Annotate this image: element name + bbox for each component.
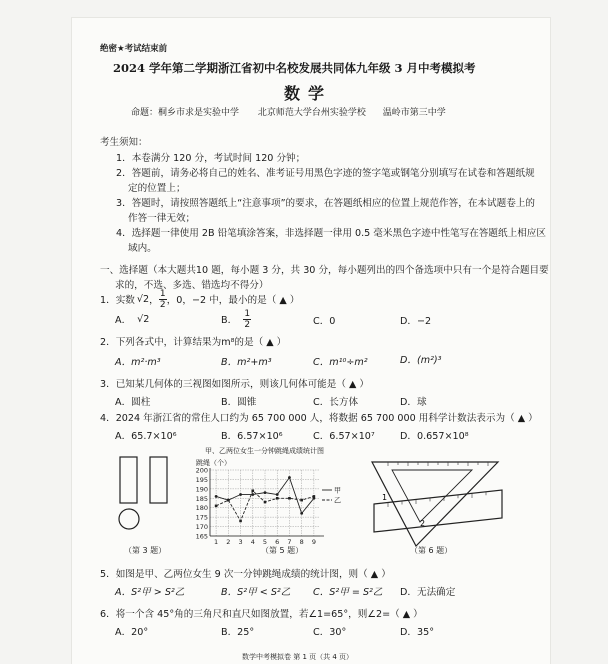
notice-item-1: 1．本卷满分 120 分，考试时间 120 分钟；: [116, 153, 306, 164]
q4-option-d: D．0.657×10⁸: [400, 431, 469, 442]
chart-point-yi: [264, 501, 267, 504]
chart-point-jia: [264, 491, 267, 494]
chart-ylabel: 跳绳（个）: [196, 459, 231, 467]
fig3-side-view: [150, 457, 167, 503]
q6-option-d: D．35°: [400, 627, 434, 638]
q1-option-d: D．−2: [400, 316, 432, 327]
q2-option-c: C．m¹⁰÷m²: [313, 357, 368, 368]
chart-point-yi: [227, 499, 230, 502]
chart-ytick-label: 175: [195, 513, 208, 522]
q1-option-a: [115, 307, 149, 331]
q1-b-label: B．: [221, 315, 238, 326]
authors-label: 命题：: [131, 108, 159, 118]
q1-prefix: 1．实数: [100, 295, 135, 306]
chart-point-yi: [251, 489, 254, 492]
fig6-ruler-triangle: [368, 458, 504, 548]
chart-point-jia: [251, 493, 254, 496]
q2-option-d: D．(m²)³: [400, 355, 442, 366]
section1-line2: 求的，不选、多选、错选均不得分）: [115, 280, 269, 291]
q3-option-d: D．球: [400, 397, 427, 408]
q1-rest: ，0，−2 中，最小的是（ ▲ ）: [166, 295, 300, 306]
chart-legend-label: 乙: [334, 496, 341, 505]
notice-item-2b: 定的位置上；: [128, 183, 186, 194]
chart-xtick-label: 2: [226, 538, 231, 546]
q3-option-b: B．圆锥: [221, 397, 257, 408]
chart-title: 甲、乙两位女生一分钟跳绳成绩统计图: [205, 447, 324, 455]
chart-point-yi: [215, 505, 218, 508]
q2-stem: 2．下列各式中，计算结果为m⁸的是（ ▲ ）: [100, 337, 287, 348]
chart-xtick-label: 7: [287, 538, 292, 546]
chart-ytick-label: 185: [195, 494, 208, 503]
chart-point-yi: [300, 499, 303, 502]
q1-b-fraction: [243, 309, 251, 330]
q5-option-a: A．S²甲 > S²乙: [115, 587, 185, 598]
chart-xtick-label: 8: [299, 538, 304, 546]
fig6-angle-2-label: 2: [420, 519, 426, 528]
secret-mark: 绝密★考试结束前: [100, 44, 168, 54]
chart-point-yi: [288, 497, 291, 500]
fig5-line-chart: [190, 466, 350, 548]
q6-stem: 6．将一个含 45°角的三角尺和直尺如图放置，若∠1=65°，则∠2=（ ▲ ）: [100, 609, 423, 620]
notice-heading: 考生须知：: [100, 137, 148, 148]
author-2: 北京师范大学台州实验学校: [257, 108, 366, 118]
q6-option-b: B．25°: [221, 627, 255, 638]
q3-option-a: A．圆柱: [115, 397, 151, 408]
chart-ytick-label: 165: [195, 532, 208, 541]
fig6-triangle-outer: [372, 462, 498, 546]
q4-option-b: B．6.57×10⁶: [221, 431, 283, 442]
notice-item-4: 4．选择题一律使用 2B 铅笔填涂答案，非选择题一律用 0.5 毫米黑色字迹中性笔写在答题纸上相应区: [116, 228, 546, 239]
q4-option-a: A．65.7×10⁶: [115, 431, 177, 442]
chart-point-yi: [239, 520, 242, 523]
chart-ytick-label: 195: [195, 475, 208, 484]
q5-option-b: B．S²甲 < S²乙: [221, 587, 291, 598]
chart-xtick-label: 6: [275, 538, 280, 546]
chart-xtick-label: 9: [311, 538, 316, 546]
q1-option-c: C．0: [313, 316, 336, 327]
q1-a-value: √2: [137, 313, 150, 325]
fig5-caption: （第 5 题）: [261, 546, 304, 555]
author-3: 温岭市第三中学: [382, 108, 446, 118]
fig3-front-view: [120, 457, 137, 503]
q6-option-c: C．30°: [313, 627, 347, 638]
q5-option-d: D．无法确定: [400, 587, 456, 598]
chart-xtick-label: 1: [214, 538, 219, 546]
chart-xtick-label: 4: [250, 538, 255, 546]
q3-stem: 3．已知某几何体的三视图如图所示，则该几何体可能是（ ▲ ）: [100, 379, 370, 390]
q3-option-c: C．长方体: [313, 397, 359, 408]
q1-option-b: [221, 307, 251, 331]
q1-frac-den: 2: [159, 299, 166, 310]
fig6-caption: （第 6 题）: [410, 546, 453, 555]
chart-point-jia: [276, 493, 279, 496]
q1-fraction: [159, 289, 167, 310]
author-1: 桐乡市求是实验中学: [158, 108, 240, 118]
exam-title: 2024 学年第二学期浙江省初中名校发展共同体九年级 3 月中考模拟考: [113, 61, 476, 75]
notice-item-2: 2．答题前，请务必将自己的姓名、准考证号用黑色字迹的签字笔或钢笔分别填写在试卷和答题纸规: [116, 168, 535, 179]
notice-item-3: 3．答题时，请按照答题纸上“注意事项”的要求，在答题纸相应的位置上规范作答，在本试题卷上的: [116, 198, 535, 209]
subject-title: 数学: [284, 84, 333, 103]
chart-xtick-label: 5: [262, 538, 268, 546]
fig3-top-view: [119, 509, 139, 529]
page-footer: 数学中考模拟卷 第 1 页（共 4 页）: [242, 653, 354, 661]
section1-line1: 一、选择题（本大题共10 题，每小题 3 分，共 30 分，每小题列出的四个备选项中只有一个是符合题目要: [100, 265, 549, 276]
fig6-angle-1-label: 1: [382, 493, 388, 502]
q5-stem: 5．如图是甲、乙两位女生 9 次一分钟跳绳成绩的统计图，则（ ▲ ）: [100, 569, 391, 580]
q1-a-label: A．: [115, 315, 132, 326]
chart-point-yi: [276, 497, 279, 500]
chart-ytick-label: 180: [195, 504, 208, 513]
notice-item-3b: 作答一律无效；: [128, 213, 196, 224]
q1-sep: ，: [149, 295, 159, 306]
chart-point-jia: [239, 493, 242, 496]
q5-option-c: C．S²甲 = S²乙: [313, 587, 383, 598]
q6-option-a: A．20°: [115, 627, 149, 638]
chart-ytick-label: 200: [195, 466, 208, 475]
q2-option-b: B．m²+m³: [221, 357, 272, 368]
fig3-caption: （第 3 题）: [124, 546, 167, 555]
q1-frac-num: 1: [159, 288, 166, 299]
chart-point-jia: [300, 512, 303, 515]
chart-ytick-label: 190: [195, 485, 208, 494]
chart-point-jia: [288, 476, 291, 479]
q1-b-den: 2: [244, 319, 251, 330]
q1-b-num: 1: [244, 308, 251, 319]
chart-point-jia: [215, 495, 218, 498]
fig6-triangle-inner: [392, 470, 472, 522]
fig6-ruler: [374, 490, 502, 532]
fig6-triangle-ticks: [388, 462, 488, 466]
chart-point-yi: [313, 495, 316, 498]
chart-legend-label: 甲: [334, 486, 341, 495]
authors-line: [131, 105, 446, 118]
chart-xtick-label: 3: [238, 538, 243, 546]
q4-option-c: C．6.57×10⁷: [313, 431, 375, 442]
fig3-three-views: [110, 452, 180, 538]
notice-item-4b: 域内。: [128, 243, 157, 254]
chart-ytick-label: 170: [195, 523, 208, 532]
q1-sqrt: √2: [136, 293, 150, 305]
q4-stem: 4．2024 年浙江省的常住人口约为 65 700 000 人，将数据 65 700 000 用科学计数法表示为（ ▲ ）: [100, 413, 538, 424]
q2-option-a: A．m²·m³: [115, 357, 161, 368]
